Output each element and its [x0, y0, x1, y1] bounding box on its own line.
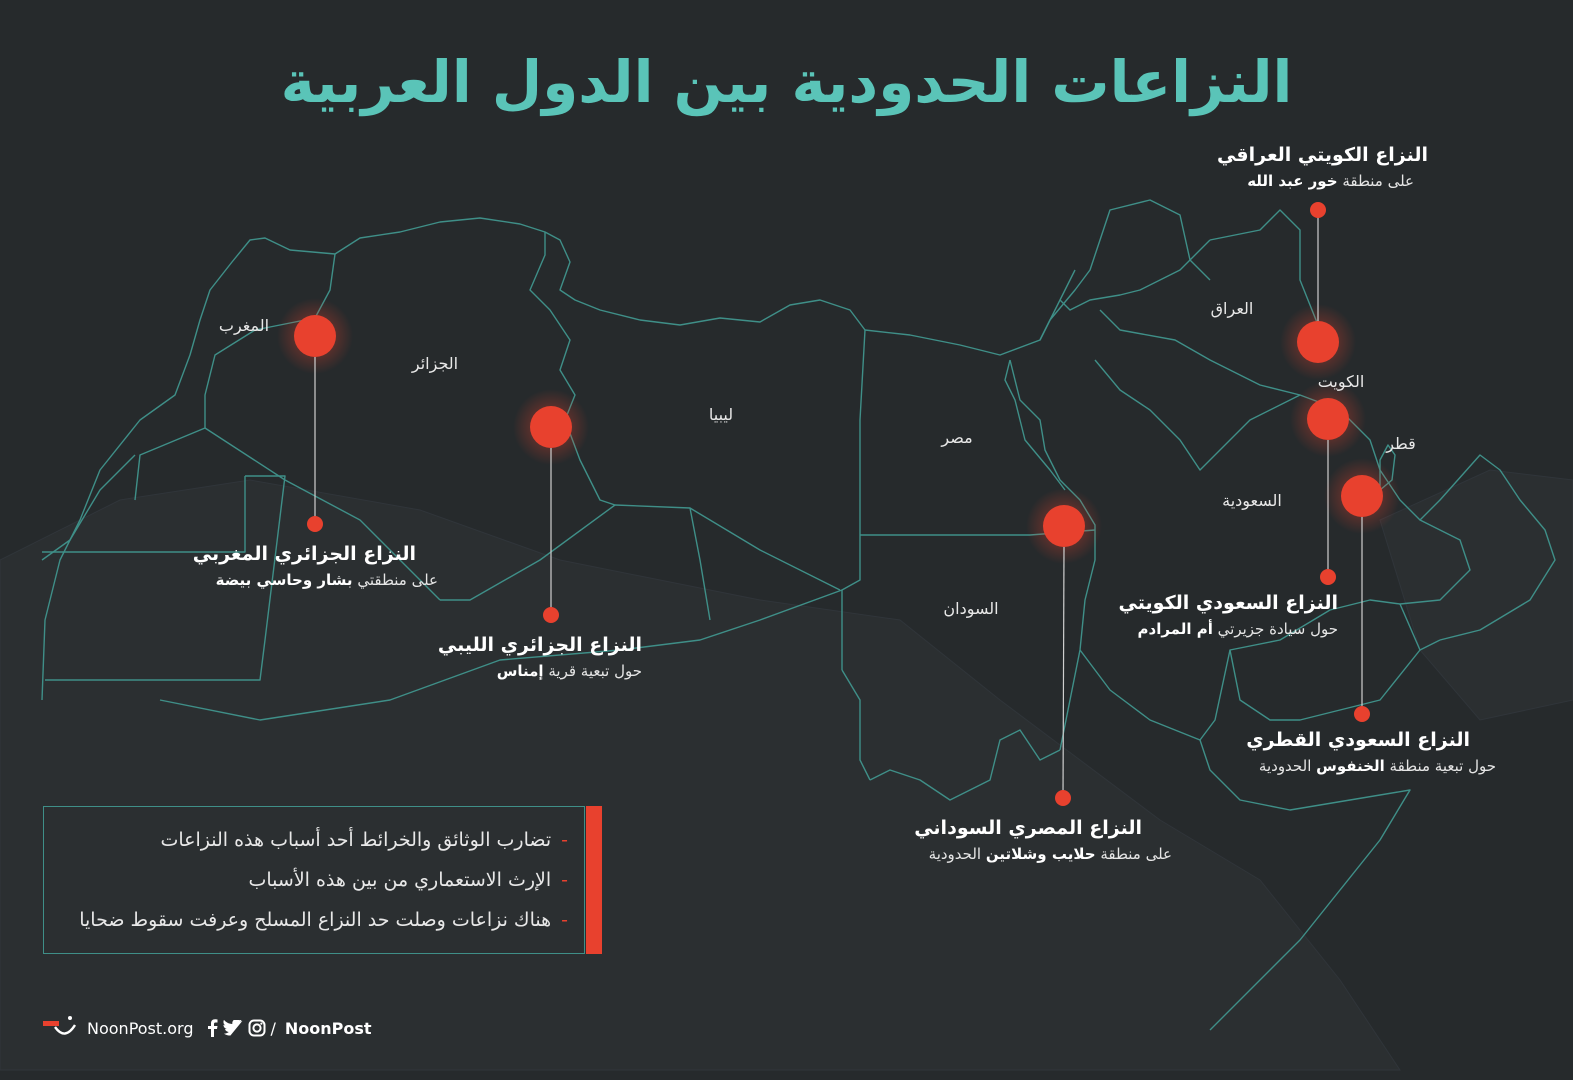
note-item: -تضارب الوثائق والخرائط أحد أسباب هذه النزاعات	[160, 829, 568, 851]
conflict-saudi-qatar	[1246, 729, 1496, 775]
country-label-egypt: مصر	[941, 428, 973, 447]
instagram-icon[interactable]	[248, 1019, 266, 1037]
conflict-title: النزاع الجزائري الليبي	[437, 634, 642, 656]
noonpost-logo-icon	[43, 1015, 81, 1041]
conflict-title: النزاع المصري السوداني	[914, 817, 1142, 839]
twitter-icon[interactable]	[223, 1020, 243, 1036]
footer-separator: /	[270, 1018, 276, 1038]
footer	[43, 1014, 372, 1042]
conflict-description: حول تبعية منطقة الخنفوس الحدودية	[1258, 757, 1496, 775]
conflict-title: النزاع الكويتي العراقي	[1216, 144, 1428, 166]
conflict-title: النزاع السعودي الكويتي	[1118, 592, 1338, 614]
conflict-title: النزاع السعودي القطري	[1246, 729, 1470, 751]
country-label-sudan: السودان	[943, 599, 999, 618]
note-item: -الإرث الاستعماري من بين هذه الأسباب	[248, 869, 568, 891]
notes-accent-bar	[586, 806, 602, 954]
country-label-iraq: العراق	[1210, 299, 1254, 318]
facebook-icon[interactable]	[206, 1019, 218, 1037]
notes-box	[43, 806, 585, 954]
conflict-description: حول تبعية قرية إمناس	[496, 662, 642, 680]
conflict-kuwait-iraq	[1217, 144, 1428, 190]
conflict-description: على منطقة خور عبد الله	[1247, 172, 1414, 190]
conflict-egypt-sudan	[914, 817, 1172, 863]
country-label-kuwait: الكويت	[1317, 372, 1365, 391]
country-label-qatar: قطر	[1386, 434, 1416, 453]
marker-kuwait-iraq	[1280, 202, 1356, 380]
conflict-title: النزاع الجزائري المغربي	[192, 543, 416, 565]
conflict-saudi-kuwait	[1119, 592, 1338, 638]
conflict-algeria-libya	[438, 634, 642, 680]
note-item: -هناك نزاعات وصلت حد النزاع المسلح وعرفت سقوط ضحايا	[79, 909, 568, 931]
country-label-libya: ليبيا	[708, 405, 734, 424]
website-link[interactable]: NoonPost.org	[87, 1018, 194, 1038]
conflict-description: على منطقة حلايب وشلاتين الحدودية	[928, 845, 1172, 863]
conflict-description: حول سيادة جزيرتي أم المرادم	[1137, 620, 1338, 638]
social-handle[interactable]: NoonPost	[284, 1018, 372, 1038]
conflict-description: على منطقتي بشار وحاسي بيضة	[215, 571, 438, 589]
social-icons	[206, 1019, 372, 1038]
conflict-algeria-morocco	[192, 543, 438, 589]
country-label-algeria: الجزائر	[411, 354, 459, 373]
page-title: النزاعات الحدودية بين الدول العربية	[280, 48, 1293, 116]
marker-saudi-qatar	[1324, 458, 1400, 722]
country-label-morocco: المغرب	[218, 316, 270, 335]
country-label-saudi: السعودية	[1222, 491, 1282, 510]
